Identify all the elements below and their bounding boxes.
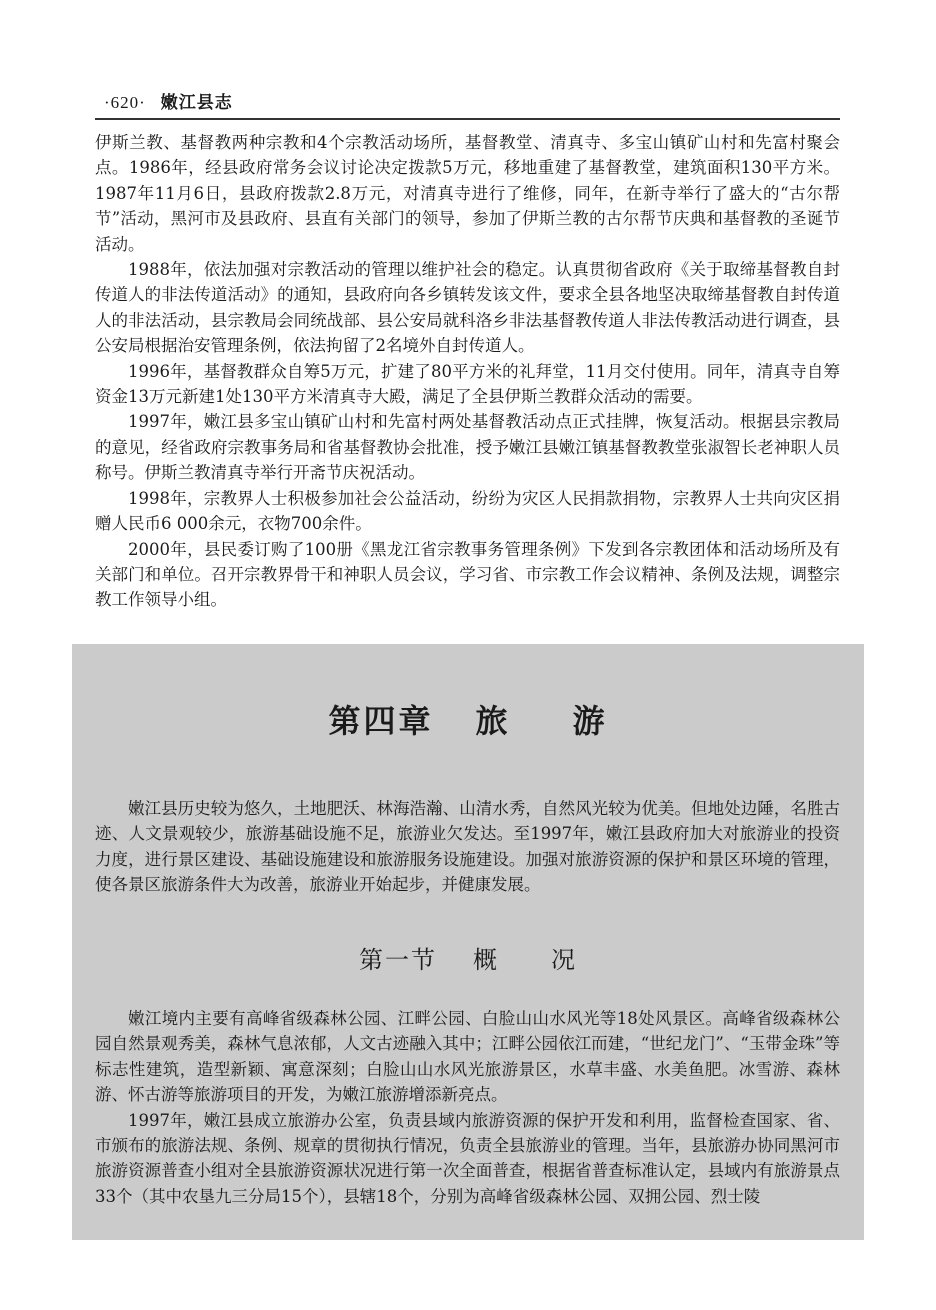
chapter-title: [72, 696, 864, 742]
paragraph: 1996年，基督教群众自筹5万元，扩建了80平方米的礼拜堂，11月交付使用。同年，清真寺自筹资金13万元新建1处130平方米清真寺大殿，满足了全县伊斯兰教群众活动的需要。: [95, 361, 840, 407]
chapter-intro: [95, 796, 840, 898]
page-header: [104, 88, 233, 113]
chapter-title-char: 游: [572, 702, 608, 740]
chapter-title-char: 旅: [475, 702, 511, 740]
section-title-char: 概: [473, 946, 499, 974]
book-title: 嫩江县志: [160, 93, 233, 113]
chapter-number: 第四章: [328, 702, 434, 740]
paragraph: 1997年，嫩江县多宝山镇矿山村和先富村两处基督教活动点正式挂牌，恢复活动。根据县宗教局的意见，经省政府宗教事务局和省基督教协会批准，授予嫩江县嫩江镇基督教教堂张淑智长老神职人员称号。伊斯兰教清真寺举行开斋节庆祝活动。: [95, 412, 840, 483]
paragraph: 1998年，宗教界人士积极参加社会公益活动，纷纷为灾区人民捐款捐物，宗教界人士共向灾区捐赠人民币6 000余元，衣物700余件。: [95, 488, 840, 534]
tourism-chapter-block: [72, 644, 864, 1240]
header-rule: [95, 118, 840, 120]
section-body: [95, 1006, 840, 1209]
paragraph: 嫩江境内主要有高峰省级森林公园、江畔公园、白脸山山水风光等18处风景区。高峰省级森林公园自然景观秀美，森林气息浓郁，人文古迹融入其中；江畔公园依江而建，“世纪龙门”、“玉带金珠”等标志性建筑，造型新颖、寓意深刻；白脸山山水风光旅游景区，水草丰盛、水美鱼肥。冰雪游、森林游、怀古游等旅游项目的开发，为嫩江旅游增添新亮点。: [95, 1009, 840, 1105]
paragraph: 2000年，县民委订购了100册《黑龙江省宗教事务管理条例》下发到各宗教团体和活动场所及有关部门和单位。召开宗教界骨干和神职人员会议，学习省、市宗教工作会议精神、条例及法规，调整宗教工作领导小组。: [95, 539, 840, 610]
section-number: 第一节: [359, 946, 437, 974]
paragraph: 嫩江县历史较为悠久，土地肥沃、林海浩瀚、山清水秀，自然风光较为优美。但地处边陲，名胜古迹、人文景观较少，旅游基础设施不足，旅游业欠发达。至1997年，嫩江县政府加大对旅游业的投资力度，进行景区建设、基础设施建设和旅游服务设施建设。加强对旅游资源的保护和景区环境的管理，使各景区旅游条件大为改善，旅游业开始起步，并健康发展。: [95, 799, 840, 895]
paragraph: 1997年，嫩江县成立旅游办公室，负责县域内旅游资源的保护开发和利用，监督检查国家、省、市颁布的旅游法规、条例、规章的贯彻执行情况，负责全县旅游业的管理。当年，县旅游办协同黑河市旅游资源普查小组对全县旅游资源状况进行第一次全面普查，根据省普查标准认定，县域内有旅游景点33个（其中农垦九三分局15个），县辖18个，分别为高峰省级森林公园、双拥公园、烈士陵: [95, 1110, 840, 1206]
section-title-char: 况: [551, 946, 577, 974]
paragraph: 伊斯兰教、基督教两种宗教和4个宗教活动场所，基督教堂、清真寺、多宝山镇矿山村和先富村聚会点。1986年，经县政府常务会议讨论决定拨款5万元，移地重建了基督教堂，建筑面积130平方米。1987年11月6日，县政府拨款2.8万元，对清真寺进行了维修，同年，在新寺举行了盛大的“古尔帮节”活动，黑河市及县政府、县直有关部门的领导，参加了伊斯兰教的古尔帮节庆典和基督教的圣诞节活动。: [95, 133, 840, 254]
page-number: ·620·: [104, 93, 146, 112]
religion-section-text: [95, 130, 840, 613]
section-title: [72, 940, 864, 975]
paragraph: 1988年，依法加强对宗教活动的管理以维护社会的稳定。认真贯彻省政府《关于取缔基督教自封传道人的非法传道活动》的通知，县政府向各乡镇转发该文件，要求全县各地坚决取缔基督教自封传道人的非法活动，县宗教局会同统战部、县公安局就科洛乡非法基督教传道人非法传教活动进行调查，县公安局根据治安管理条例，依法拘留了2名境外自封传道人。: [95, 260, 840, 356]
